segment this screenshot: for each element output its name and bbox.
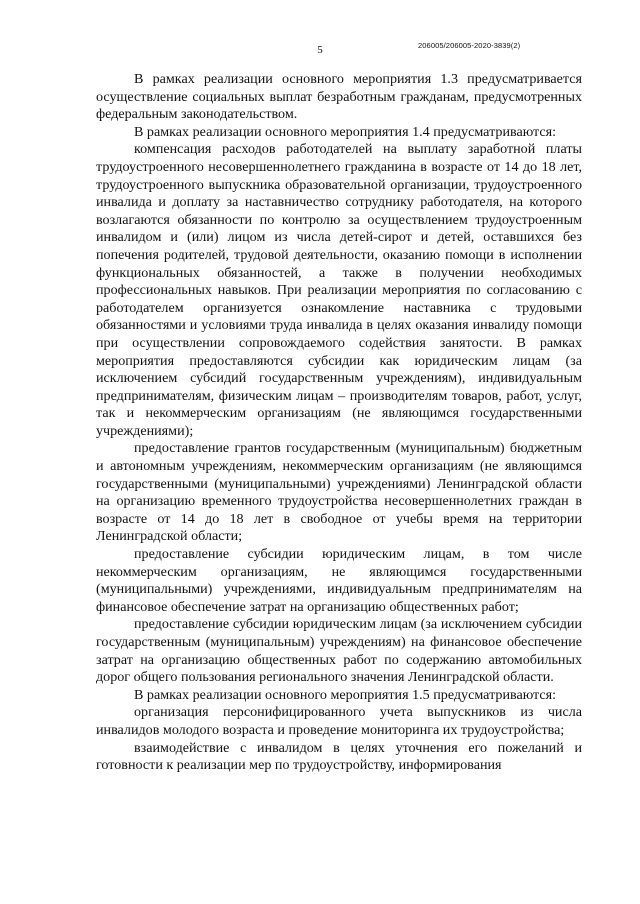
paragraph: В рамках реализации основного мероприятия 1.3 предусматривается осуществление социальных выплат безработным гражданам, предусмотренных федеральным законодательством. <box>96 71 582 123</box>
paragraph: В рамках реализации основного мероприятия 1.4 предусматриваются: <box>134 123 557 140</box>
document-body <box>96 71 582 775</box>
page-number: 5 <box>317 44 323 56</box>
paragraph: предоставление субсидии юридическим лицам (за исключением субсидии государственным (муниципальным) учреждениям) на финансовое обеспечение затрат на организацию общественных работ по содержанию автомобильных дорог общего пользования регионального значения Ленинградской области. <box>96 616 582 686</box>
paragraph: компенсация расходов работодателей на выплату заработной платы трудоустроенного несовершеннолетнего гражданина в возрасте от 14 до 18 лет, трудоустроенного выпускника образовательной организации, трудоустроенного инвалида и доплату за наставничество сотруднику работодателя, на которого возлагаются обязанности по контролю за осуществлением трудоустроенным инвалидом и (или) лицом из числа детей-сирот и детей, оставшихся без попечения родителей, трудовой деятельности, оказанию помощи в исполнении функциональных обязанностей, а также в получении необходимых профессиональных навыков. При реализации мероприятия по согласованию с работодателем организуется ознакомление наставника с трудовыми обязанностями и условиями труда инвалида в целях оказания инвалиду помощи при осуществлении сопровождаемого содействия занятости. В рамках мероприятия предоставляются субсидии как юридическим лицам (за исключением субсидий государственным учреждениям), индивидуальным предпринимателям, физическим лицам – производителям товаров, работ, услуг, так и некоммерческим организациям (не являющимся государственными учреждениями); <box>96 141 582 439</box>
paragraph: организация персонифицированного учета выпускников из числа инвалидов молодого возраста и проведение мониторинга их трудоустройства; <box>96 704 582 738</box>
document-id: 206005/206005-2020-3839(2) <box>418 41 521 50</box>
paragraph: предоставление грантов государственным (муниципальным) бюджетным и автономным учреждениям, некоммерческим организациям (не являющимся государственными (муниципальными) учреждениями) Ленинградской области на организацию временного трудоустройства несовершеннолетних граждан в возрасте от 14 до 18 лет в свободное от учебы время на территории Ленинградской области; <box>96 440 582 545</box>
paragraph: предоставление субсидии юридическим лицам, в том числе некоммерческим организациям, не являющимся государственными (муниципальными) учреждениями, индивидуальным предпринимателям на финансовое обеспечение затрат на организацию общественных работ; <box>96 546 582 615</box>
paragraph: взаимодействие с инвалидом в целях уточнения его пожеланий и готовности к реализации мер по трудоустройству, информирования <box>96 739 582 774</box>
paragraph: В рамках реализации основного мероприятия 1.5 предусматриваются: <box>134 686 557 703</box>
